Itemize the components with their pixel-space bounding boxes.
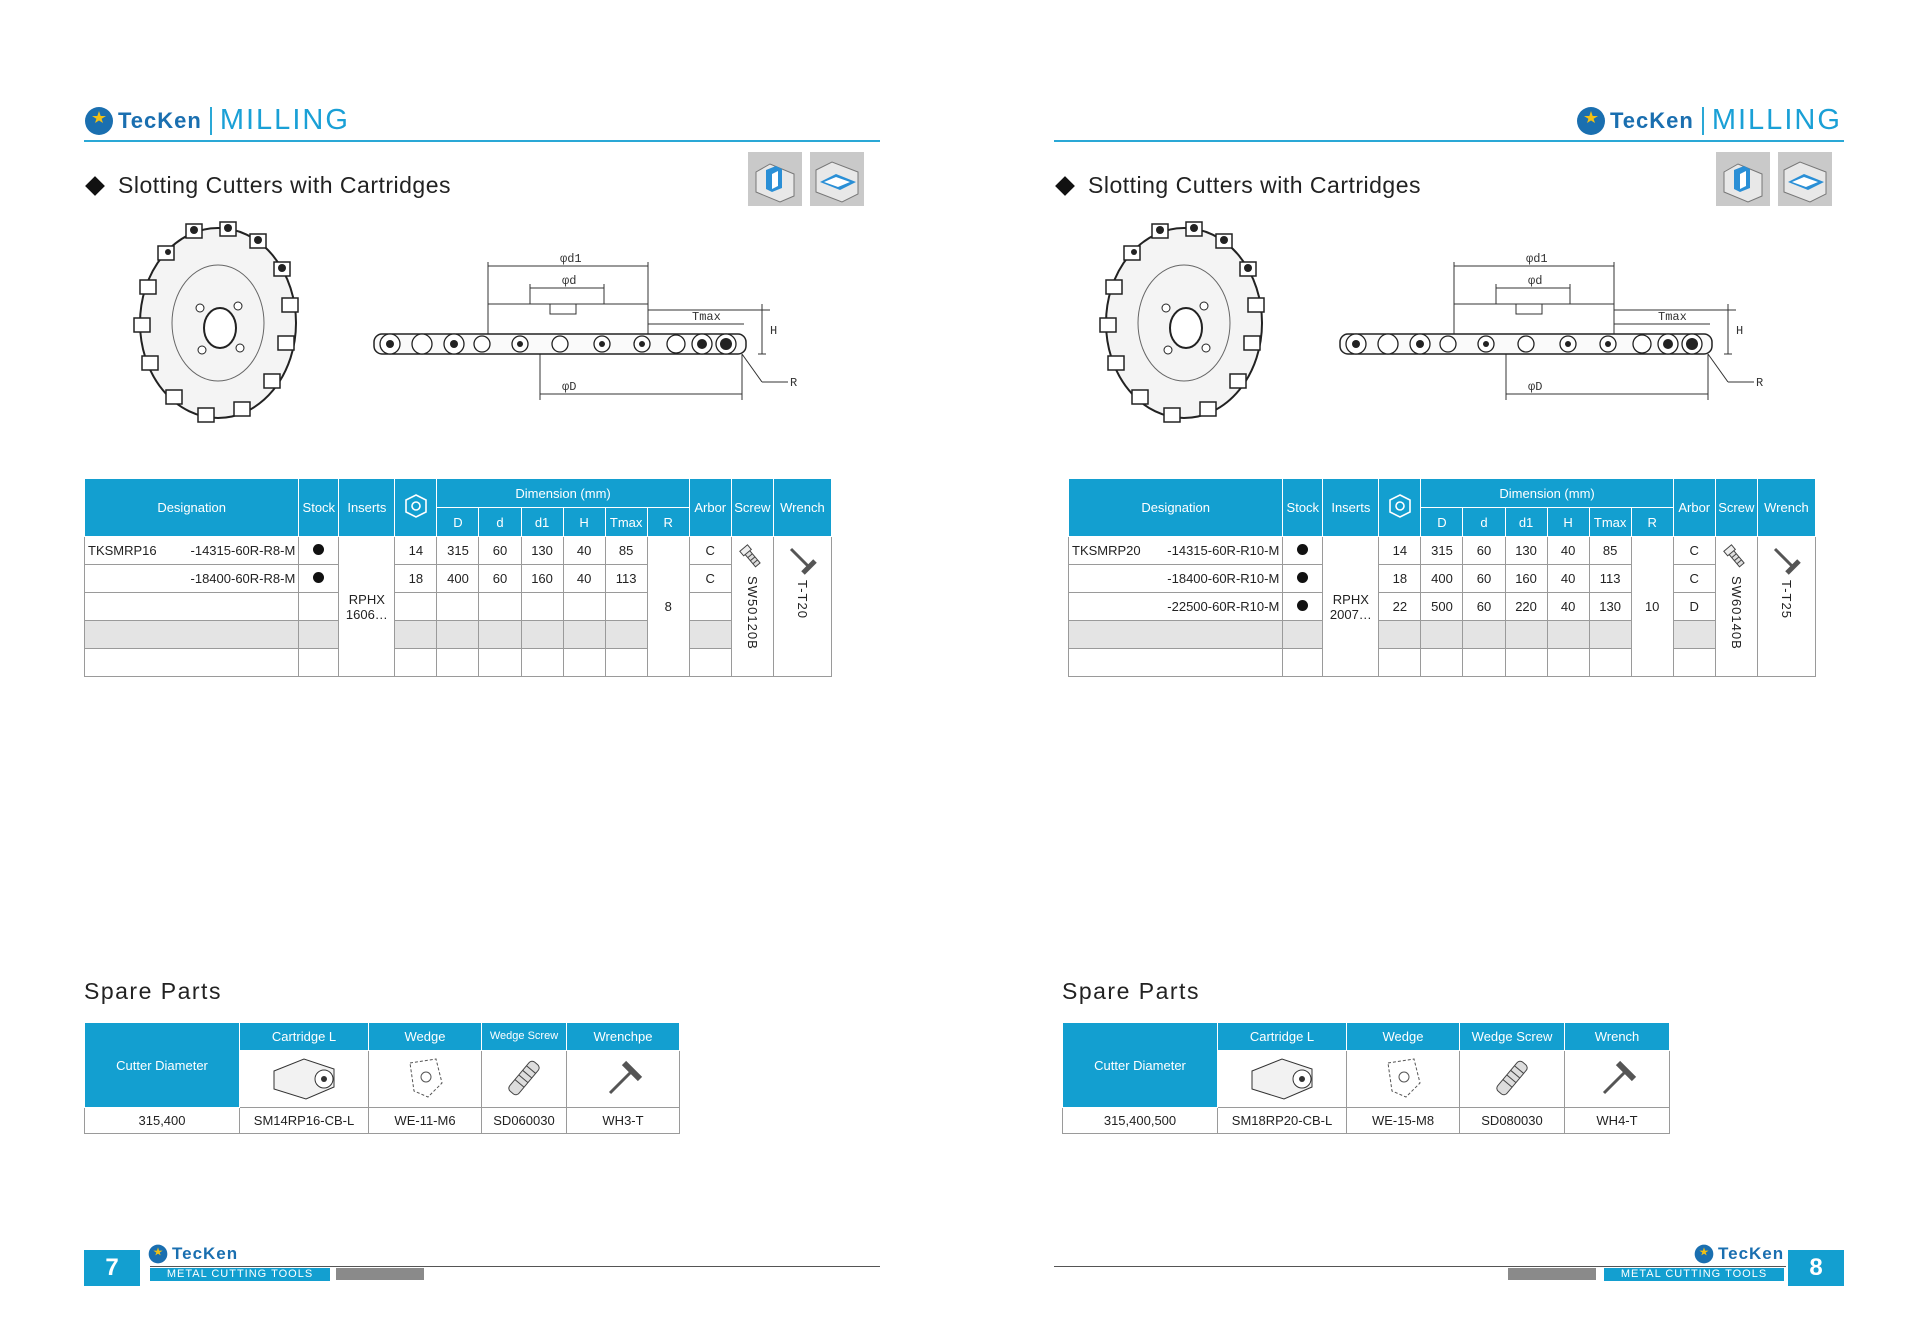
- slotting-application-icon: [748, 152, 802, 206]
- d1-value: 160: [1505, 565, 1547, 593]
- wedge-screw-icon: [1487, 1053, 1537, 1103]
- tecken-logo-icon: [1694, 1244, 1714, 1264]
- footer-gray-bar: [336, 1268, 424, 1280]
- spec-table: [1068, 478, 1816, 677]
- svg-text:φd: φd: [562, 274, 577, 288]
- spare-parts-title: Spare Parts: [84, 978, 222, 1004]
- svg-text:φd1: φd1: [1526, 252, 1548, 266]
- table-row: [1069, 537, 1816, 565]
- cutter-side-view-drawing: [1336, 248, 1796, 418]
- svg-text:R: R: [1756, 376, 1764, 390]
- wedge-image-cell: [369, 1051, 482, 1108]
- H-header: H: [563, 508, 605, 537]
- cutter-side-view-drawing: [370, 248, 830, 418]
- spare-parts-table: [84, 1022, 680, 1134]
- in-stock-dot-icon: [1297, 600, 1308, 611]
- Tmax-header: Tmax: [1589, 508, 1631, 537]
- wedge-screw-image-cell: [1460, 1051, 1565, 1108]
- footer-rule: [150, 1266, 880, 1267]
- table-row: [85, 565, 832, 593]
- arbor-header: Arbor: [1673, 479, 1715, 537]
- torx-wrench-icon: [1769, 543, 1803, 577]
- d-header: d: [1463, 508, 1505, 537]
- brand-name: TecKen: [118, 107, 202, 133]
- wedge-screw-code: SD060030: [482, 1108, 567, 1134]
- D-value: 400: [1421, 565, 1463, 593]
- d-value: 60: [1463, 565, 1505, 593]
- screw-cell: [731, 537, 773, 677]
- wedge-code: WE-11-M6: [369, 1108, 482, 1134]
- designation-prefix: [1069, 565, 1153, 593]
- wrench-code: WH3-T: [567, 1108, 680, 1134]
- product-title: Slotting Cutters with Cartridges: [1054, 172, 1421, 199]
- slotting-application-icon: [1716, 152, 1770, 206]
- d-header: d: [479, 508, 521, 537]
- stock-header: Stock: [299, 479, 339, 537]
- wrench-code: T-T20: [794, 580, 810, 619]
- d1-header: d1: [1505, 508, 1547, 537]
- designation-code: -18400-60R-R10-M: [1153, 565, 1283, 593]
- wedge-screw-header: Wedge Screw: [482, 1023, 567, 1051]
- svg-text:Tmax: Tmax: [692, 310, 721, 324]
- teeth-count: 14: [1379, 537, 1421, 565]
- arbor-header: Arbor: [689, 479, 731, 537]
- Tmax-value: 85: [605, 537, 647, 565]
- d-value: 60: [479, 537, 521, 565]
- dimension-header: Dimension (mm): [437, 479, 689, 508]
- stock-cell: [1283, 565, 1323, 593]
- wrench-icon: [1592, 1053, 1642, 1103]
- R-value: 10: [1631, 537, 1673, 677]
- screw-icon: [737, 543, 767, 573]
- stock-cell: [299, 565, 339, 593]
- H-value: 40: [563, 537, 605, 565]
- application-icons: [1716, 152, 1832, 206]
- product-title: Slotting Cutters with Cartridges: [84, 172, 451, 199]
- D-header: D: [437, 508, 479, 537]
- page-number: 8: [1788, 1250, 1844, 1286]
- insert-shape-icon: [403, 493, 429, 519]
- screw-icon: [1721, 543, 1751, 573]
- header-rule: [1054, 140, 1844, 142]
- table-row-empty: [85, 593, 832, 621]
- svg-text:R: R: [790, 376, 798, 390]
- wedge-header: Wedge: [1347, 1023, 1460, 1051]
- section-label: MILLING: [219, 104, 350, 136]
- wrench-icon: [598, 1053, 648, 1103]
- designation-code: -14315-60R-R8-M: [169, 537, 299, 565]
- wrench-header: Wrench: [1565, 1023, 1670, 1051]
- svg-text:φD: φD: [1528, 380, 1543, 394]
- arbor-value: C: [689, 537, 731, 565]
- stock-cell: [1283, 537, 1323, 565]
- table-row: [1069, 593, 1816, 621]
- Tmax-header: Tmax: [605, 508, 647, 537]
- screw-header: Screw: [1715, 479, 1757, 537]
- H-value: 40: [1547, 593, 1589, 621]
- in-stock-dot-icon: [1297, 572, 1308, 583]
- cartridge-image-cell: [240, 1051, 369, 1108]
- d-value: 60: [479, 565, 521, 593]
- stock-header: Stock: [1283, 479, 1323, 537]
- cartridge-code: SM18RP20-CB-L: [1218, 1108, 1347, 1134]
- footer-gray-bar: [1508, 1268, 1596, 1280]
- svg-text:H: H: [770, 324, 778, 338]
- application-icons: [748, 152, 864, 206]
- R-value: 8: [647, 537, 689, 677]
- wrench-image-cell: [567, 1051, 680, 1108]
- groove-application-icon: [810, 152, 864, 206]
- dimension-header: Dimension (mm): [1421, 479, 1673, 508]
- wedge-screw-image-cell: [482, 1051, 567, 1108]
- H-value: 40: [563, 565, 605, 593]
- wedge-icon: [400, 1053, 450, 1103]
- arbor-value: C: [1673, 565, 1715, 593]
- catalog-page-8: [960, 0, 1920, 1336]
- svg-text:H: H: [1736, 324, 1744, 338]
- teeth-count: 14: [395, 537, 437, 565]
- Tmax-value: 113: [1589, 565, 1631, 593]
- table-row: [1069, 565, 1816, 593]
- d-value: 60: [1463, 593, 1505, 621]
- cartridge-header: Cartridge L: [1218, 1023, 1347, 1051]
- R-header: R: [647, 508, 689, 537]
- designation-prefix: [85, 565, 169, 593]
- screw-header: Screw: [731, 479, 773, 537]
- footer-rule: [1054, 1266, 1786, 1267]
- tecken-logo-icon: [1576, 106, 1606, 136]
- Tmax-value: 85: [1589, 537, 1631, 565]
- wrench-header: Wrenchpe: [567, 1023, 680, 1051]
- cartridge-code: SM14RP16-CB-L: [240, 1108, 369, 1134]
- designation-code: -22500-60R-R10-M: [1153, 593, 1283, 621]
- screw-code: SW50120B: [744, 576, 760, 650]
- Tmax-value: 130: [1589, 593, 1631, 621]
- designation-code: -18400-60R-R8-M: [169, 565, 299, 593]
- cartridge-icon: [1242, 1053, 1322, 1103]
- tecken-logo-icon: [84, 106, 114, 136]
- d1-header: d1: [521, 508, 563, 537]
- wedge-header: Wedge: [369, 1023, 482, 1051]
- designation-code: -14315-60R-R10-M: [1153, 537, 1283, 565]
- D-value: 400: [437, 565, 479, 593]
- cutter-diameter-header: Cutter Diameter: [85, 1023, 240, 1108]
- D-value: 315: [437, 537, 479, 565]
- svg-text:Tmax: Tmax: [1658, 310, 1687, 324]
- inserts-cell: RPHX 2007…: [1323, 537, 1379, 677]
- D-value: 500: [1421, 593, 1463, 621]
- in-stock-dot-icon: [313, 572, 324, 583]
- spare-parts-table: [1062, 1022, 1670, 1134]
- H-value: 40: [1547, 537, 1589, 565]
- cartridge-header: Cartridge L: [240, 1023, 369, 1051]
- arbor-value: C: [1673, 537, 1715, 565]
- insert-shape-icon: [1387, 493, 1413, 519]
- table-row-empty: [1069, 621, 1816, 649]
- wrench-code: T-T25: [1778, 580, 1794, 619]
- torx-wrench-icon: [785, 543, 819, 577]
- footer-tagline: METAL CUTTING TOOLS: [150, 1268, 330, 1281]
- header-brand: [1576, 104, 1842, 137]
- wedge-image-cell: [1347, 1051, 1460, 1108]
- groove-application-icon: [1778, 152, 1832, 206]
- diamond-bullet-icon: [85, 176, 105, 196]
- inserts-cell: RPHX 1606…: [339, 537, 395, 677]
- D-header: D: [1421, 508, 1463, 537]
- wrench-cell: [1757, 537, 1815, 677]
- svg-text:φd1: φd1: [560, 252, 582, 266]
- brand-name: TecKen: [1610, 107, 1694, 133]
- cartridge-icon: [264, 1053, 344, 1103]
- screw-cell: [1715, 537, 1757, 677]
- designation-header: Designation: [1069, 479, 1283, 537]
- header-rule: [84, 140, 880, 142]
- H-header: H: [1547, 508, 1589, 537]
- table-row-empty: [85, 621, 832, 649]
- d1-value: 130: [521, 537, 563, 565]
- arbor-value: D: [1673, 593, 1715, 621]
- inserts-header: Inserts: [1323, 479, 1379, 537]
- d-value: 60: [1463, 537, 1505, 565]
- table-row-empty: [85, 649, 832, 677]
- inserts-header: Inserts: [339, 479, 395, 537]
- header-brand: [84, 104, 350, 137]
- footer-tagline: METAL CUTTING TOOLS: [1604, 1268, 1784, 1281]
- D-value: 315: [1421, 537, 1463, 565]
- cutter-perspective-image: [1094, 218, 1274, 428]
- table-row: [85, 537, 832, 565]
- insert-shape-header: [1379, 479, 1421, 537]
- d1-value: 130: [1505, 537, 1547, 565]
- insert-shape-header: [395, 479, 437, 537]
- in-stock-dot-icon: [313, 544, 324, 555]
- designation-header: Designation: [85, 479, 299, 537]
- spec-table: [84, 478, 832, 677]
- page-number: 7: [84, 1250, 140, 1286]
- wrench-cell: [773, 537, 831, 677]
- cutter-diameter-value: 315,400,500: [1063, 1108, 1218, 1134]
- section-label: MILLING: [1711, 104, 1842, 136]
- cutter-diameter-value: 315,400: [85, 1108, 240, 1134]
- spare-parts-row: [1063, 1108, 1670, 1134]
- teeth-count: 18: [1379, 565, 1421, 593]
- brand-separator: [210, 107, 212, 135]
- wedge-screw-icon: [499, 1053, 549, 1103]
- R-header: R: [1631, 508, 1673, 537]
- table-row-empty: [1069, 649, 1816, 677]
- cutter-perspective-image: [128, 218, 308, 428]
- wedge-icon: [1378, 1053, 1428, 1103]
- wrench-header: Wrench: [773, 479, 831, 537]
- footer-brand: TecKen: [1694, 1244, 1784, 1264]
- svg-text:φD: φD: [562, 380, 577, 394]
- designation-prefix: TKSMRP16: [85, 537, 169, 565]
- wrench-code: WH4-T: [1565, 1108, 1670, 1134]
- spare-parts-title: Spare Parts: [1062, 978, 1200, 1004]
- designation-prefix: TKSMRP20: [1069, 537, 1153, 565]
- cutter-diameter-header: Cutter Diameter: [1063, 1023, 1218, 1108]
- H-value: 40: [1547, 565, 1589, 593]
- wedge-code: WE-15-M8: [1347, 1108, 1460, 1134]
- in-stock-dot-icon: [1297, 544, 1308, 555]
- wrench-header: Wrench: [1757, 479, 1815, 537]
- stock-cell: [299, 537, 339, 565]
- svg-text:φd: φd: [1528, 274, 1543, 288]
- spare-parts-row: [85, 1108, 680, 1134]
- brand-separator: [1702, 107, 1704, 135]
- wedge-screw-header: Wedge Screw: [1460, 1023, 1565, 1051]
- stock-cell: [1283, 593, 1323, 621]
- wrench-image-cell: [1565, 1051, 1670, 1108]
- footer-brand: TecKen: [148, 1244, 238, 1264]
- teeth-count: 22: [1379, 593, 1421, 621]
- teeth-count: 18: [395, 565, 437, 593]
- diamond-bullet-icon: [1055, 176, 1075, 196]
- d1-value: 220: [1505, 593, 1547, 621]
- wedge-screw-code: SD080030: [1460, 1108, 1565, 1134]
- screw-code: SW60140B: [1728, 576, 1744, 650]
- d1-value: 160: [521, 565, 563, 593]
- designation-prefix: [1069, 593, 1153, 621]
- arbor-value: C: [689, 565, 731, 593]
- cartridge-image-cell: [1218, 1051, 1347, 1108]
- Tmax-value: 113: [605, 565, 647, 593]
- tecken-logo-icon: [148, 1244, 168, 1264]
